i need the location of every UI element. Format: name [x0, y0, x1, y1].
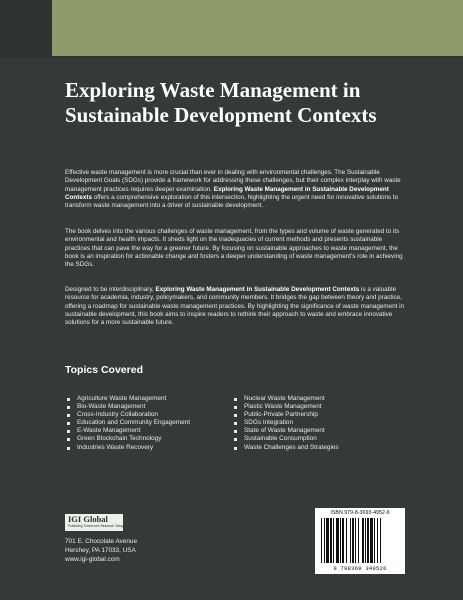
p3-text-b: is a valuable resource for academia, industry, policymakers, and community members. It bridges the gap between theory and practice, offering a roadmap for sustainable waste management practices. By highlighting the significance of waste management in sustainable development, this book aims to inspire readers to rethink their approach to waste and embrace innovative solutions for a more sustainable future. [65, 286, 405, 327]
topic-item: Waste Challenges and Strategies [232, 444, 339, 452]
topics-list-left [65, 395, 190, 452]
publisher-logo [65, 514, 123, 531]
publisher-address [65, 537, 137, 564]
topic-item: SDGs Integration [232, 419, 339, 427]
logo-name: IGI Global [68, 514, 108, 524]
publisher-website: www.igi-global.com [65, 556, 120, 563]
isbn-barcode [315, 508, 405, 574]
topic-item: Industries Waste Recovery [65, 444, 190, 452]
topic-item: State of Waste Management [232, 427, 339, 435]
address-line-2: Hershey, PA 17033, USA [65, 547, 136, 554]
topic-item: Public-Private Partnership [232, 411, 339, 419]
topics-heading: Topics Covered [65, 364, 143, 376]
p1-bold-title: Exploring Waste Management in Sustainable Development Contexts [65, 185, 389, 201]
address-line-1: 701 E. Chocolate Avenue [65, 538, 138, 545]
description-paragraph-3 [65, 286, 405, 327]
p3-text-a: Designed to be interdisciplinary, [65, 286, 156, 293]
topic-item: Green Blockchain Technology [65, 435, 190, 443]
topics-list-right [232, 395, 339, 452]
topic-item: Bio-Waste Management [65, 403, 190, 411]
p1-text-b: offers a comprehensive exploration of this intersection, highlighting the urgent need for innovative solutions to transform waste management into a driver of sustainable development. [65, 193, 399, 210]
book-title: Exploring Waste Management in Sustainable Development Contexts [65, 78, 377, 127]
isbn-label: ISBN 979-8-3693-4952-6 [330, 510, 390, 516]
topic-item: Education and Community Engagement [65, 419, 190, 427]
accent-bar [52, 0, 463, 56]
barcode-icon [318, 518, 402, 565]
topic-item: Cross-Industry Collaboration [65, 411, 190, 419]
topic-item: Plastic Waste Management [232, 403, 339, 411]
description-paragraph-2: The book delves into the various challenges of waste management, from the types and volume of waste generated to its environmental and health impacts. It sheds light on the inadequacies of current methods and presents sustainable practices that can pave the way for a greener future. By focusing on sustainable approaches to waste management, the book is an inspiration for actionable change and fosters a deeper understanding of waste management's role in achieving the SDGs. [65, 228, 403, 269]
topic-item: Agriculture Waste Management [65, 395, 190, 403]
p3-bold-title: Exploring Waste Management in Sustainable Development Contexts [155, 286, 360, 293]
logo-tagline: Publishing Tomorrow's Research Today [68, 524, 124, 528]
topic-item: Sustainable Consumption [232, 435, 339, 443]
description-paragraph-1 [65, 169, 405, 210]
barcode-digits: 9 798369 349526 [333, 565, 387, 572]
topic-item: Nuclear Waste Management [232, 395, 339, 403]
topic-item: E-Waste Management [65, 427, 190, 435]
p1-text-a: Effective waste management is more crucial than ever in dealing with environmental challenges. The Sustainable Development Goals (SDGs) provide a framework for addressing these challenges, but their complex interplay with waste management practices requires deeper examination. [65, 169, 401, 193]
